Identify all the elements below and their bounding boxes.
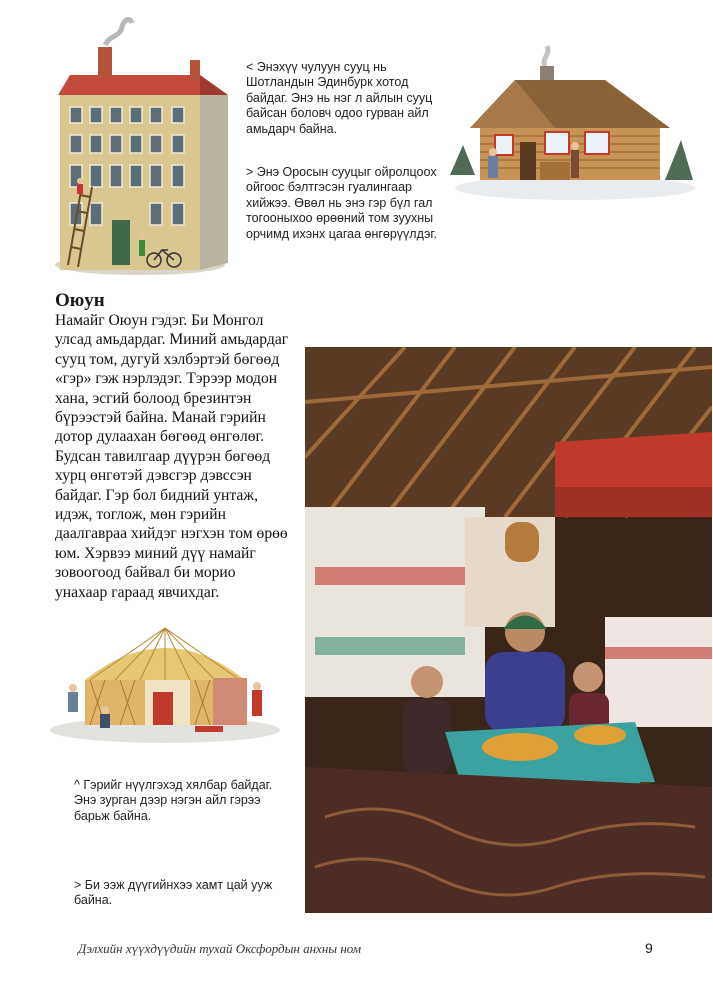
caption-tea-text: > Би ээж дүүгийнхээ хамт цай ууж байна. bbox=[74, 878, 273, 908]
caption-ger-setup bbox=[74, 778, 289, 824]
russian-log-house-illustration bbox=[445, 40, 695, 200]
body-text: Намайг Оюун гэдэг. Би Монгол улсад амьдардаг. Миний амьдардаг сууц том, дугуй хэлбэртэй бөгөөд «гэр» гэж нэрлэдэг. Тэрээр модон хана, эсгий болоод брезинтэн бүрээстэй байна. Манай гэрийн дотор дулаахан бөгөөд өнгөлөг. Будсан тавилгаар дүүрэн бөгөөд хурц өнгөтэй дэвсгэр дэвссэн байдаг. Гэр бол бидний унтаж, идэж, тоглож, мөн гэрийн даалгавраа хийдэг нэгхэн том өрөө юм. Хэрвээ миний дүү намайг зовоогоод байвал би морио унахаар гараад явчихдаг. bbox=[55, 312, 289, 601]
page-number: 9 bbox=[645, 940, 653, 956]
ger-construction-illustration bbox=[45, 618, 285, 746]
footer-book-title: Дэлхийн хүүхдүүдийн тухай Оксфордын анхны ном bbox=[78, 941, 362, 956]
body-paragraph bbox=[55, 311, 291, 602]
caption-edinburgh-text: < Энэхүү чулуун сууц нь Шотландын Эдинбурк хотод байдаг. Энэ нь нэг л айлын сууц байсан боловч одоо гурван айл амьдарч байна. bbox=[246, 60, 433, 136]
caption-edinburgh bbox=[246, 60, 451, 137]
caption-ger-setup-text: ^ Гэрийг нүүлгэхэд хялбар байдаг. Энэ зурган дээр нэгэн айл гэрээ барьж байна. bbox=[74, 778, 273, 823]
edinburgh-house-illustration bbox=[50, 15, 232, 277]
ger-interior-photo bbox=[305, 347, 712, 913]
caption-russia bbox=[246, 165, 451, 242]
caption-russia-text: > Энэ Оросын сууцыг ойролцоох ойгоос бэлтгэсэн гуалингаар хийжээ. Өвөл нь энэ гэр бүл гал тогооныхоо өрөөний том зуухны орчимд ихэнх цагаа өнгөрүүлдэг. bbox=[246, 165, 437, 241]
section-title: Оюун bbox=[55, 290, 105, 311]
section-heading bbox=[55, 290, 105, 312]
caption-tea bbox=[74, 878, 289, 909]
